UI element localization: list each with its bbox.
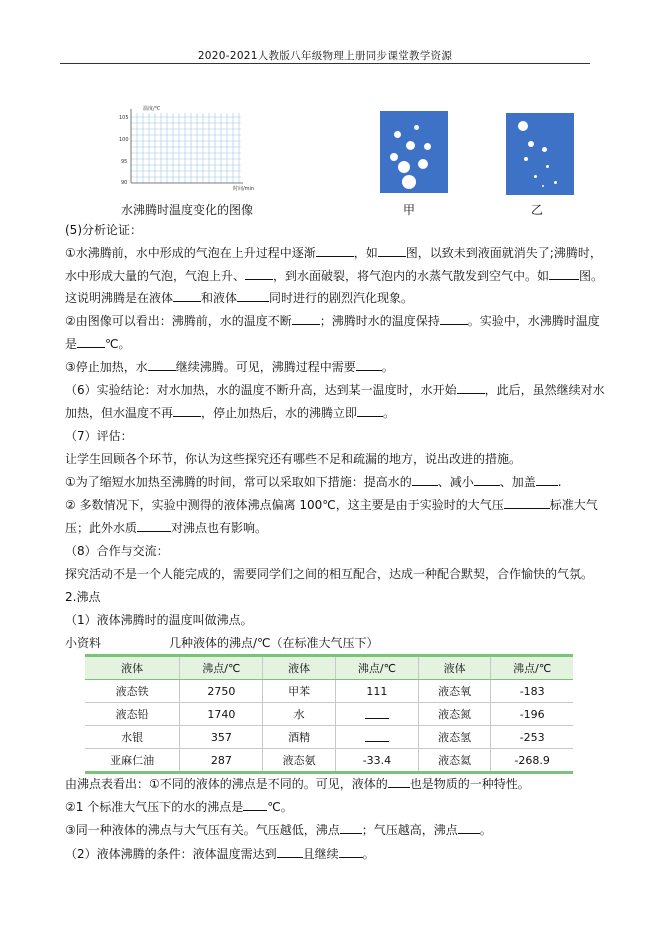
answer-blank[interactable] xyxy=(474,474,500,486)
text-line: ①水沸腾前，水中形成的气泡在上升过程中逐渐 ，如 图，以致未到液面就消失了;沸腾时， xyxy=(65,246,602,260)
table-header-cell: 液体 xyxy=(418,656,490,680)
table-header-cell: 液体 xyxy=(263,656,335,680)
table-cell: 水银 xyxy=(85,726,180,749)
text-line: ②由图像可以看出：沸腾前，水的温度不断 ；沸腾时水的温度保持 。实验中，水沸腾时温度 xyxy=(65,314,600,328)
table-cell: 2750 xyxy=(180,680,263,703)
text-line: 压；此外水质 对沸点也有影响。 xyxy=(65,521,268,535)
table-cell: -253 xyxy=(491,726,573,749)
text-line: ②1 个标准大气压下的水的沸点是 ℃。 xyxy=(65,800,293,814)
table-cell: -196 xyxy=(491,703,573,726)
table-cell: 液态氨 xyxy=(263,749,335,773)
bubble xyxy=(398,161,410,173)
answer-blank[interactable] xyxy=(173,405,201,417)
table-cell: -33.4 xyxy=(335,749,418,773)
text-line: （7）评估： xyxy=(65,429,133,443)
bubble xyxy=(418,159,428,169)
text-line: （1）液体沸腾时的温度叫做沸点。 xyxy=(65,613,253,627)
table-cell: 111 xyxy=(335,680,418,703)
text-line: ①为了缩短水加热至沸腾的时间，常可以采取如下措施：提高水的 、减小 、加盖 . xyxy=(65,475,562,489)
text-line: (5)分析论证： xyxy=(65,223,142,237)
text-line: （6）实验结论：对水加热，水的温度不断升高，达到某一温度时，水开始 ，此后，虽然继续对水 xyxy=(65,383,605,397)
table-row xyxy=(85,703,573,726)
bubble xyxy=(424,143,431,150)
answer-blank[interactable] xyxy=(148,359,176,371)
table-cell: 液态铁 xyxy=(85,680,180,703)
x-axis-label: 时间/min xyxy=(233,186,255,192)
text-line: 小资料 几种液体的沸点/℃（在标准大气压下） xyxy=(65,636,379,650)
bubble xyxy=(406,141,415,150)
bubble xyxy=(390,153,398,161)
text-line: 加热，但水温度不再 ，停止加热后，水的沸腾立即 。 xyxy=(65,406,396,420)
answer-blank[interactable] xyxy=(388,776,410,788)
answer-blank[interactable] xyxy=(412,474,438,486)
table-row xyxy=(85,749,573,773)
table-cell: 357 xyxy=(180,726,263,749)
text-line: 由沸点表看出：①不同的液体的沸点是不同的。可见，液体的 也是物质的一种特性。 xyxy=(65,777,530,791)
text-line: ② 多数情况下，实验中测得的液体沸点偏离 100℃，这主要是由于实验时的大气压 标准大气 xyxy=(65,498,598,512)
table-cell: -183 xyxy=(491,680,573,703)
graph-caption: 水沸腾时温度变化的图像 xyxy=(121,203,254,217)
y-axis-label: 温度/℃ xyxy=(143,106,161,112)
answer-blank[interactable] xyxy=(440,313,468,325)
bubble xyxy=(402,175,416,189)
answer-blank[interactable] xyxy=(243,799,267,811)
bubble xyxy=(542,147,547,152)
y-tick: 105 xyxy=(119,115,129,121)
table-header-row xyxy=(85,656,573,680)
answer-blank[interactable] xyxy=(458,822,480,834)
answer-blank[interactable] xyxy=(77,336,105,348)
table-cell: 液态氦 xyxy=(418,749,490,773)
bubble xyxy=(528,141,534,147)
photo-caption-yi: 乙 xyxy=(531,203,544,217)
table-cell: 水 xyxy=(263,703,335,726)
text-line: ③同一种液体的沸点与大气压有关。气压越低，沸点 ；气压越高，沸点 。 xyxy=(65,823,492,837)
bubble xyxy=(394,131,401,138)
table-cell: 甲苯 xyxy=(263,680,335,703)
table-header-cell: 液体 xyxy=(85,656,180,680)
y-tick: 95 xyxy=(121,159,128,165)
bubble xyxy=(414,125,419,130)
text-line: 让学生回顾各个环节，你认为这些探究还有哪些不足和疏漏的地方，说出改进的措施。 xyxy=(65,452,522,466)
table-cell: 亚麻仁油 xyxy=(85,749,180,773)
text-line: 是 ℃。 xyxy=(65,337,131,351)
page-header: 2020-2021人教版八年级物理上册同步课堂教学资源 xyxy=(197,50,453,62)
text-line: （2）液体沸腾的条件：液体温度需达到 且继续 。 xyxy=(65,847,375,861)
text-line: 水中形成大量的气泡，气泡上升、 ，到水面破裂，将气泡内的水蒸气散发到空气中。如 图。 xyxy=(65,269,604,283)
answer-blank[interactable] xyxy=(378,245,406,257)
answer-blank[interactable] xyxy=(356,359,382,371)
bubble xyxy=(524,157,528,161)
table-cell: 酒精 xyxy=(263,726,335,749)
boiling-point-table xyxy=(85,654,573,774)
table-row xyxy=(85,726,573,749)
bubble-photo-yi xyxy=(506,113,574,195)
table-cell: -268.9 xyxy=(491,749,573,773)
y-tick: 100 xyxy=(119,137,129,143)
bubble-photo-jia xyxy=(380,111,448,193)
answer-blank[interactable] xyxy=(339,846,363,858)
answer-blank[interactable] xyxy=(173,290,201,302)
bubble xyxy=(542,185,544,187)
answer-blank[interactable] xyxy=(357,405,383,417)
text-line: ③停止加热，水 继续沸腾。可见，沸腾过程中需要 。 xyxy=(65,360,394,374)
answer-blank[interactable] xyxy=(277,846,303,858)
answer-blank[interactable] xyxy=(549,268,579,280)
text-line: （8）合作与交流： xyxy=(65,544,169,558)
table-cell: 液态氮 xyxy=(418,703,490,726)
y-tick: 90 xyxy=(121,180,128,186)
table-cell: 1740 xyxy=(180,703,263,726)
bubble xyxy=(534,175,537,178)
answer-blank[interactable] xyxy=(245,268,273,280)
bubble xyxy=(546,165,549,168)
bubble xyxy=(518,121,528,131)
table-cell: 287 xyxy=(180,749,263,773)
table-row xyxy=(85,680,573,703)
text-line: 2.沸点 xyxy=(65,590,101,604)
answer-blank[interactable] xyxy=(504,497,550,509)
bubble xyxy=(554,181,557,184)
text-line: 这说明沸腾是在液体 和液体 同时进行的剧烈汽化现象。 xyxy=(65,291,414,305)
header-rule xyxy=(60,63,590,64)
answer-blank[interactable] xyxy=(292,313,320,325)
photo-caption-jia: 甲 xyxy=(403,203,416,217)
text-line: 探究活动不是一个人能完成的，需要同学们之间的相互配合，达成一种配合默契，合作愉快的气氛。 xyxy=(65,567,594,581)
answer-blank[interactable] xyxy=(536,474,558,486)
table-cell: 液态氢 xyxy=(418,726,490,749)
answer-blank[interactable] xyxy=(137,520,171,532)
table-header-cell: 沸点/℃ xyxy=(180,656,263,680)
table-cell: 液态铅 xyxy=(85,703,180,726)
answer-blank[interactable] xyxy=(457,382,485,394)
answer-blank[interactable] xyxy=(237,290,269,302)
boiling-graph xyxy=(115,105,265,195)
table-cell-blank[interactable] xyxy=(335,726,418,749)
answer-blank[interactable] xyxy=(316,245,354,257)
table-header-cell: 沸点/℃ xyxy=(335,656,418,680)
answer-blank[interactable] xyxy=(340,822,362,834)
table-cell-blank[interactable] xyxy=(335,703,418,726)
table-cell: 液态氧 xyxy=(418,680,490,703)
table-header-cell: 沸点/℃ xyxy=(491,656,573,680)
